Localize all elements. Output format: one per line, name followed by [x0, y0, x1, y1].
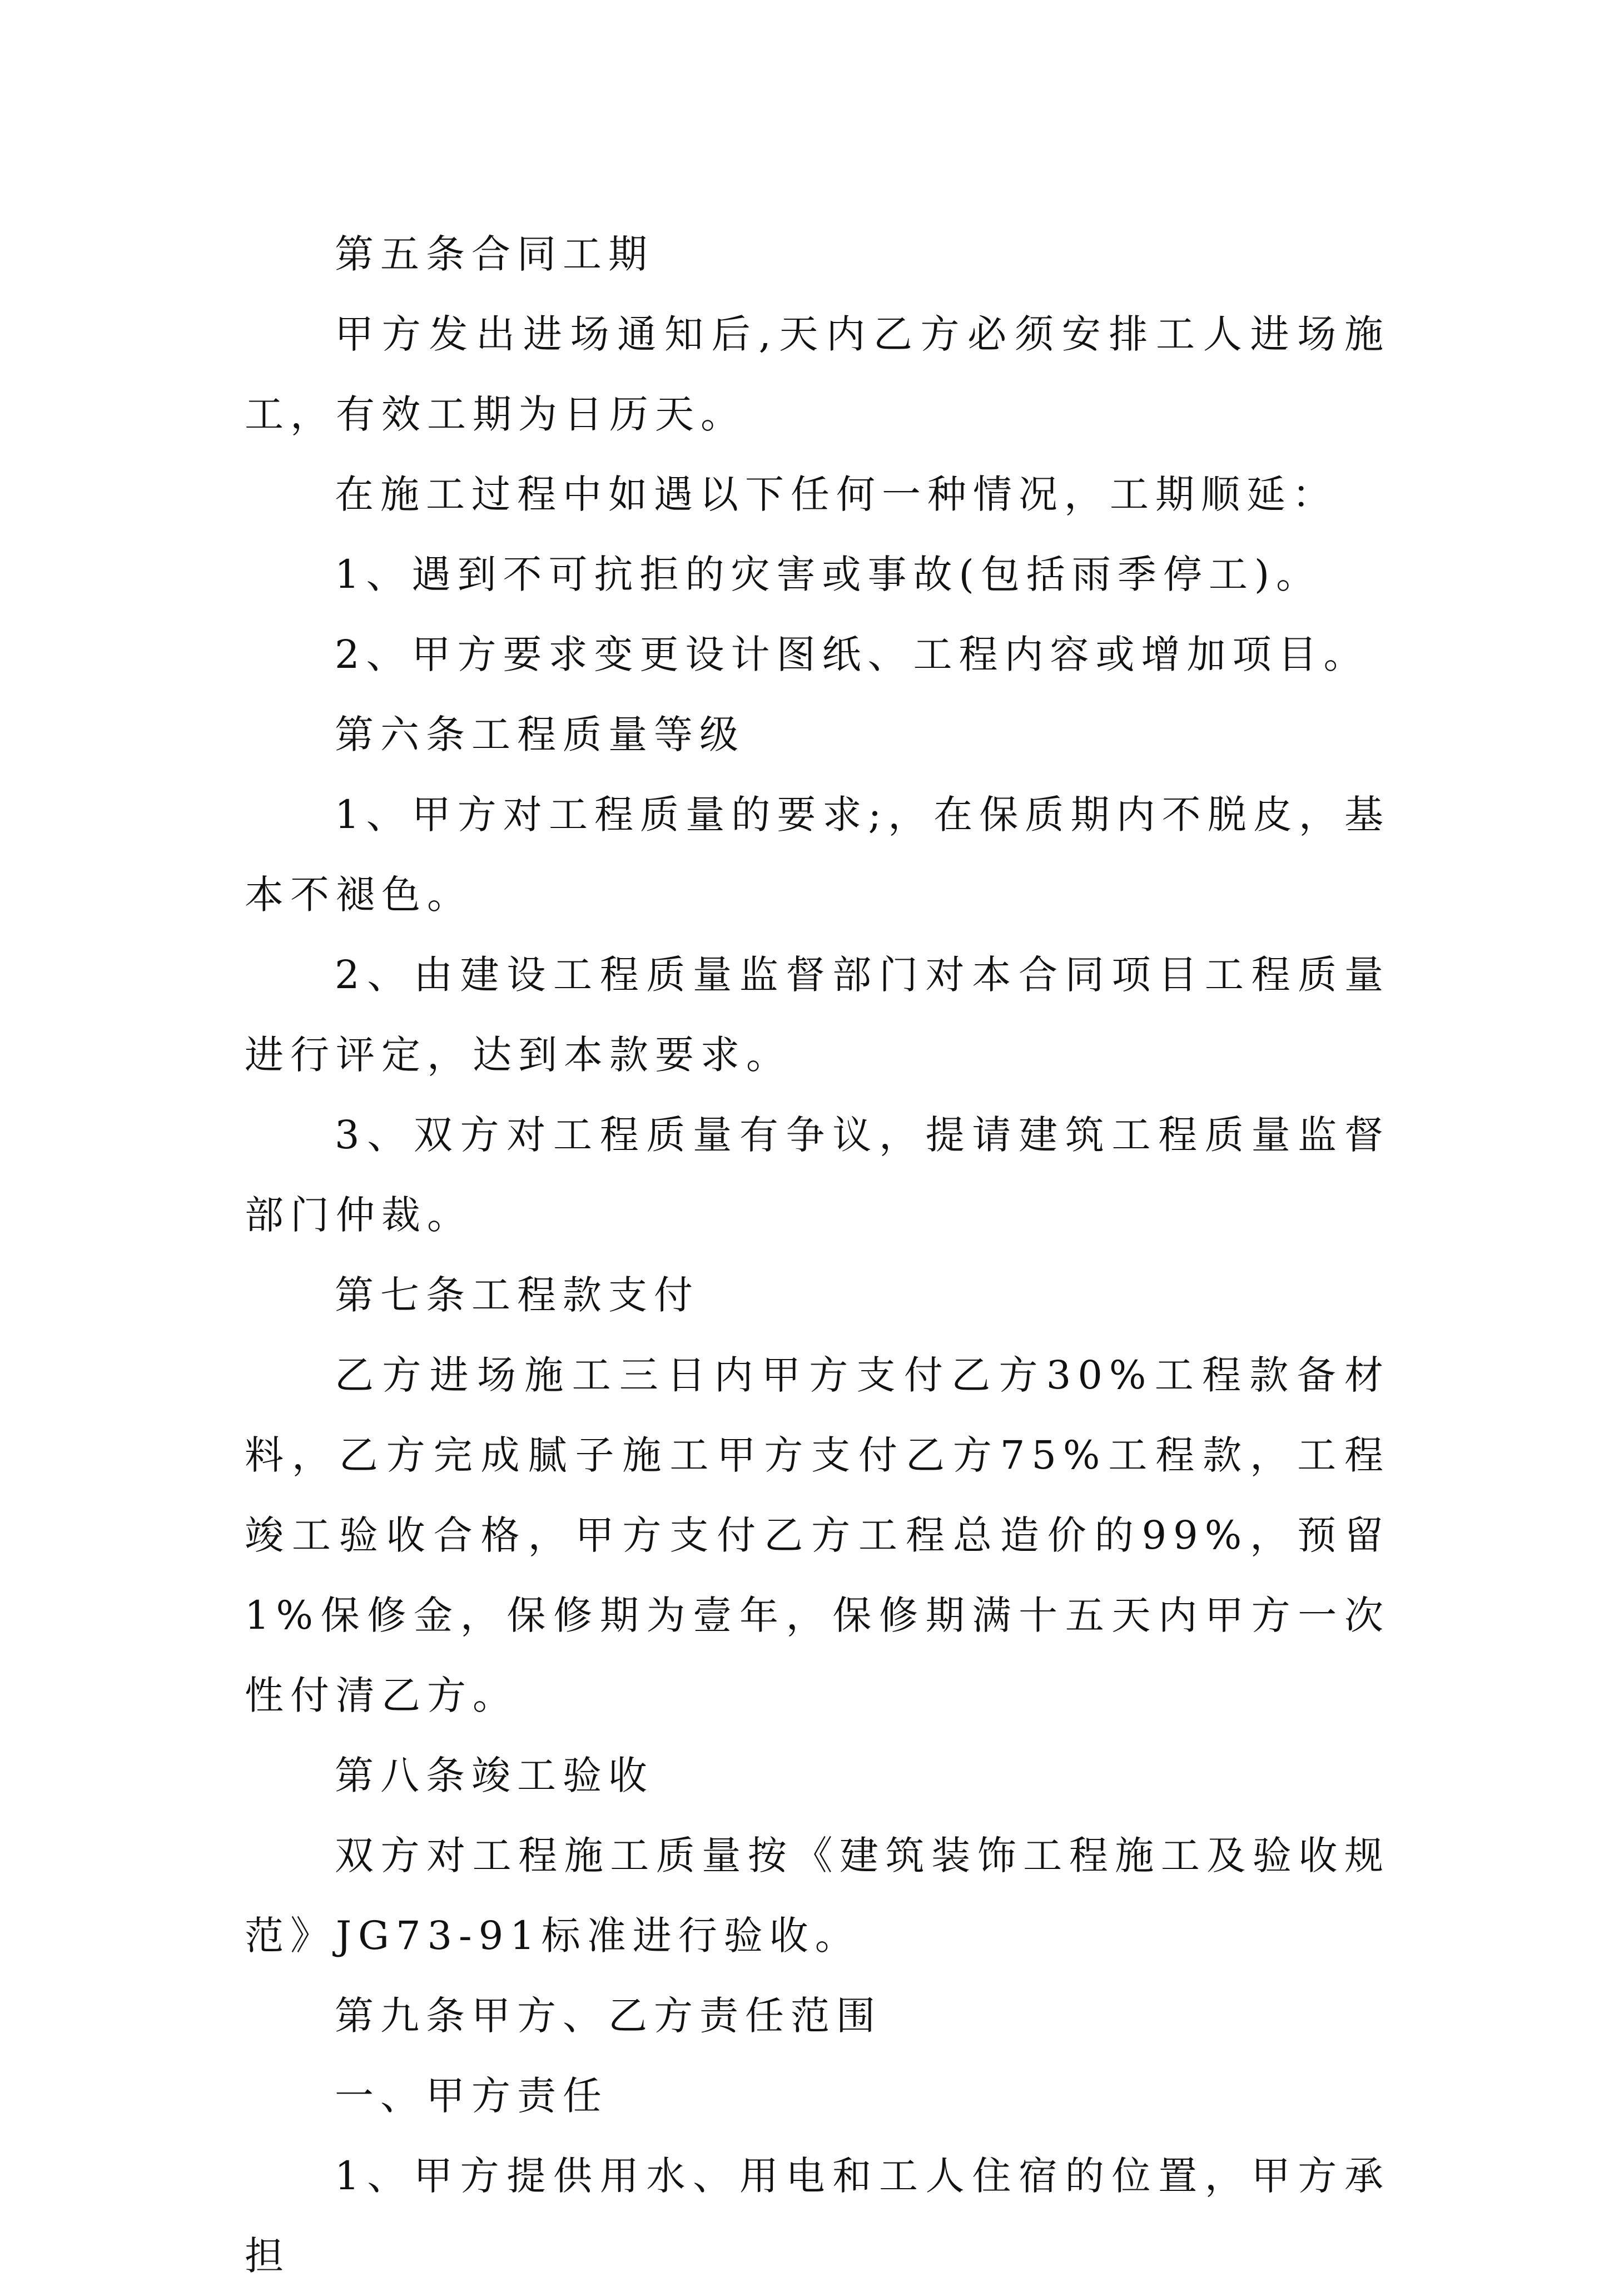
paragraph-acceptance-standard: 双方对工程施工质量按《建筑装饰工程施工及验收规范》JG73-91标准进行验收。	[245, 1833, 1390, 1958]
list-item-quality-assessment: 2、由建设工程质量监督部门对本合同项目工程质量进行评定，达到本款要求。	[245, 952, 1390, 1078]
paragraph-extension-conditions: 在施工过程中如遇以下任何一种情况，工期顺延：	[335, 472, 1338, 517]
list-item-force-majeure: 1、遇到不可抗拒的灾害或事故(包括雨季停工)。	[335, 552, 1322, 597]
heading-article-7: 第七条工程款支付	[335, 1272, 699, 1318]
paragraph-payment-terms: 乙方进场施工三日内甲方支付乙方30%工程款备材料，乙方完成腻子施工甲方支付乙方75%工程款，工程竣工验收合格，甲方支付乙方工程总造价的99%，预留1%保修金，保修期为壹年，保修期满十五天内甲方一次性付清乙方。	[245, 1352, 1390, 1718]
heading-article-6: 第六条工程质量等级	[335, 712, 745, 757]
heading-article-9: 第九条甲方、乙方责任范围	[335, 1993, 882, 2039]
heading-article-5: 第五条合同工期	[335, 231, 654, 277]
paragraph-entry-notice: 甲方发出进场通知后,天内乙方必须安排工人进场施工，有效工期为日历天。	[245, 311, 1390, 437]
document-body	[245, 214, 1390, 2296]
list-item-party-a-provisions: 1、甲方提供用水、用电和工人住宿的位置，甲方承担	[245, 2153, 1390, 2279]
list-item-quality-requirement: 1、甲方对工程质量的要求;，在保质期内不脱皮，基本不褪色。	[245, 792, 1390, 918]
list-item-quality-dispute: 3、双方对工程质量有争议，提请建筑工程质量监督部门仲裁。	[245, 1112, 1390, 1238]
heading-article-8: 第八条竣工验收	[335, 1753, 654, 1798]
list-item-design-change: 2、甲方要求变更设计图纸、工程内容或增加项目。	[335, 632, 1369, 677]
subheading-party-a-responsibility: 一、甲方责任	[335, 2073, 608, 2119]
